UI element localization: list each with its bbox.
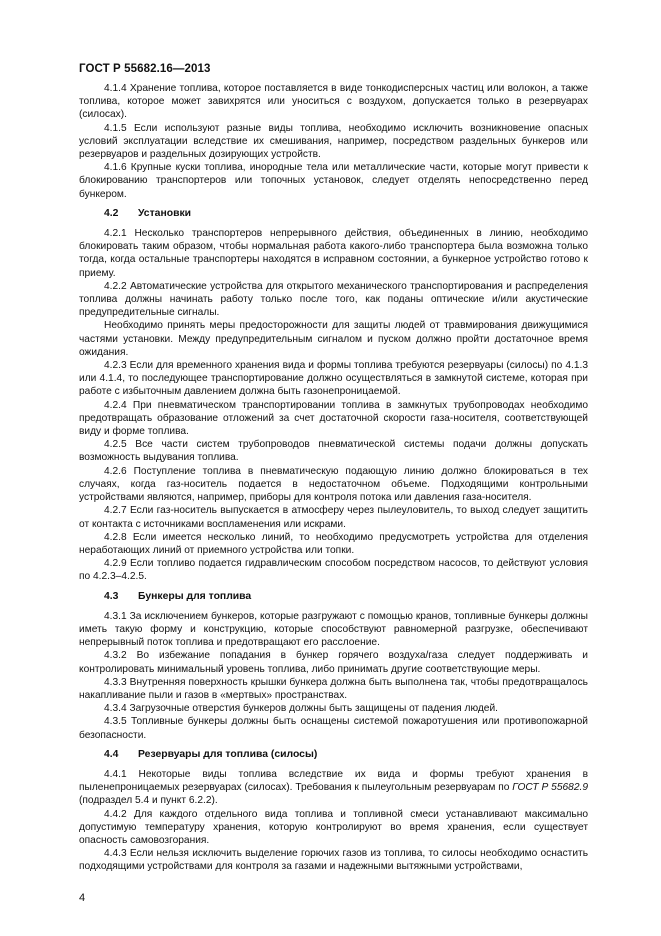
paragraph: 4.2.5 Все части систем трубопроводов пневматической системы подачи должны допускать возможность выдувания топлива. bbox=[79, 439, 588, 464]
section-number: 4.2 bbox=[104, 207, 119, 219]
section-number: 4.4 bbox=[104, 748, 119, 760]
paragraph: 4.2.6 Поступление топлива в пневматическую подающую линию должно блокироваться в тех случаях, когда газ-носитель подается в недостаточном объеме. Подходящими контрольными устройствами являются, например, приборы для контроля потока или давления газа-носителя. bbox=[79, 465, 588, 504]
section-heading bbox=[79, 590, 588, 603]
paragraph: 4.3.4 Загрузочные отверстия бункеров должны быть защищены от падения людей. bbox=[104, 703, 498, 715]
section-title: Установки bbox=[138, 207, 192, 219]
section-heading bbox=[79, 748, 588, 761]
paragraph: 4.1.4 Хранение топлива, которое поставляется в виде тонкодисперсных частиц или волокон, а также топлива, которое может завихрятся или уноситься с воздухом, допускается только в резервуарах (силосах). bbox=[79, 83, 588, 121]
document-header: ГОСТ Р 55682.16—2013 bbox=[79, 63, 211, 75]
paragraph: 4.4.3 Если нельзя исключить выделение горючих газов из топлива, то силосы необходимо оснастить подходящими устройствами для контроля за газами и надежными вытяжными устройствами, bbox=[79, 848, 588, 873]
document-body bbox=[79, 82, 588, 874]
paragraph: 4.2.1 Несколько транспортеров непрерывного действия, объединенных в линию, необходимо блокировать таким образом, чтобы нормальная работа какого-либо транспортера была возможна только тогда, когда остальные транспортеры находятся в исправном состоянии, а бункерное устройство готово к приему. bbox=[79, 228, 588, 279]
paragraph bbox=[79, 768, 588, 808]
paragraph-text: (подраздел 5.4 и пункт 6.2.2). bbox=[79, 795, 218, 807]
standard-reference: ГОСТ Р 55682.9 bbox=[512, 782, 589, 794]
section-number: 4.3 bbox=[104, 590, 119, 602]
page-number: 4 bbox=[79, 892, 86, 904]
paragraph: 4.3.5 Топливные бункеры должны быть оснащены системой пожаротушения или противопожарной безопасности. bbox=[79, 716, 588, 741]
paragraph: 4.2.4 При пневматическом транспортировании топлива в замкнутых трубопроводах необходимо предотвращать образование отложений за счет достаточной скорости газа-носителя, соответствующей виду и форме топлива. bbox=[79, 399, 588, 438]
section-heading bbox=[79, 207, 588, 220]
paragraph: 4.2.2 Автоматические устройства для открытого механического транспортирования и распределения топлива должны начинать работу только после того, как поданы оптические и/или акустические предупредительные сигналы. bbox=[79, 280, 588, 319]
paragraph: Необходимо принять меры предосторожности для защиты людей от травмирования движущимися частями установки. Между предупредительным сигналом и пуском должно пройти достаточное время ожидания. bbox=[79, 320, 588, 358]
paragraph: 4.3.2 Во избежание попадания в бункер горячего воздуха/газа следует поддерживать и контролировать минимальный уровень топлива, либо принимать другие соответствующие меры. bbox=[79, 650, 588, 675]
paragraph: 4.4.2 Для каждого отдельного вида топлива и топливной смеси устанавливают максимально допустимую температуру хранения, которую контролируют во время хранения, если существует опасность самовозгорания. bbox=[79, 808, 588, 846]
section-title: Резервуары для топлива (силосы) bbox=[138, 748, 318, 760]
paragraph: 4.2.9 Если топливо подается гидравлическим способом посредством насосов, то действуют условия по 4.2.3–4.2.5. bbox=[79, 558, 588, 583]
paragraph: 4.2.8 Если имеется несколько линий, то необходимо предусмотреть устройства для отделения неработающих линий от приемного устройства или топки. bbox=[79, 531, 588, 556]
paragraph: 4.3.1 За исключением бункеров, которые разгружают с помощью кранов, топливные бункеры должны иметь такую форму и конструкцию, которые способствуют равномерной разгрузке, обеспечивают непрерывный поток топлива и предотвращают его расслоение. bbox=[79, 610, 588, 649]
section-title: Бункеры для топлива bbox=[138, 590, 252, 602]
paragraph: 4.1.5 Если используют разные виды топлива, необходимо исключить возникновение опасных условий эксплуатации вследствие их смешивания, например, посредством раздельных бункеров или резервуаров и раздельных дозирующих устройств. bbox=[79, 122, 588, 161]
paragraph: 4.2.3 Если для временного хранения вида и формы топлива требуются резервуары (силосы) по 4.1.3 или 4.1.4, то последующее транспортирование должно осуществляться в замкнутой системе, которая при работе с избыточным давлением должна быть газонепроницаемой. bbox=[79, 360, 588, 398]
paragraph: 4.2.7 Если газ-носитель выпускается в атмосферу через пылеуловитель, то выход следует защитить от контакта с источниками воспламенения или искрами. bbox=[79, 505, 588, 530]
paragraph: 4.3.3 Внутренняя поверхность крышки бункера должна быть выполнена так, чтобы предотвращалось накапливание пыли и газов в «мертвых» пространствах. bbox=[79, 676, 588, 701]
paragraph: 4.1.6 Крупные куски топлива, инородные тела или металлические части, которые могут привести к блокированию транспортеров или топочных установок, следует отделять непосредственно перед бункером. bbox=[79, 162, 588, 200]
paragraph-text: 4.4.1 Некоторые виды топлива вследствие их вида и формы требуют хранения в пыленепроницаемых резервуарах (силосах). Требования к пылеугольным резервуарам по bbox=[79, 768, 588, 794]
